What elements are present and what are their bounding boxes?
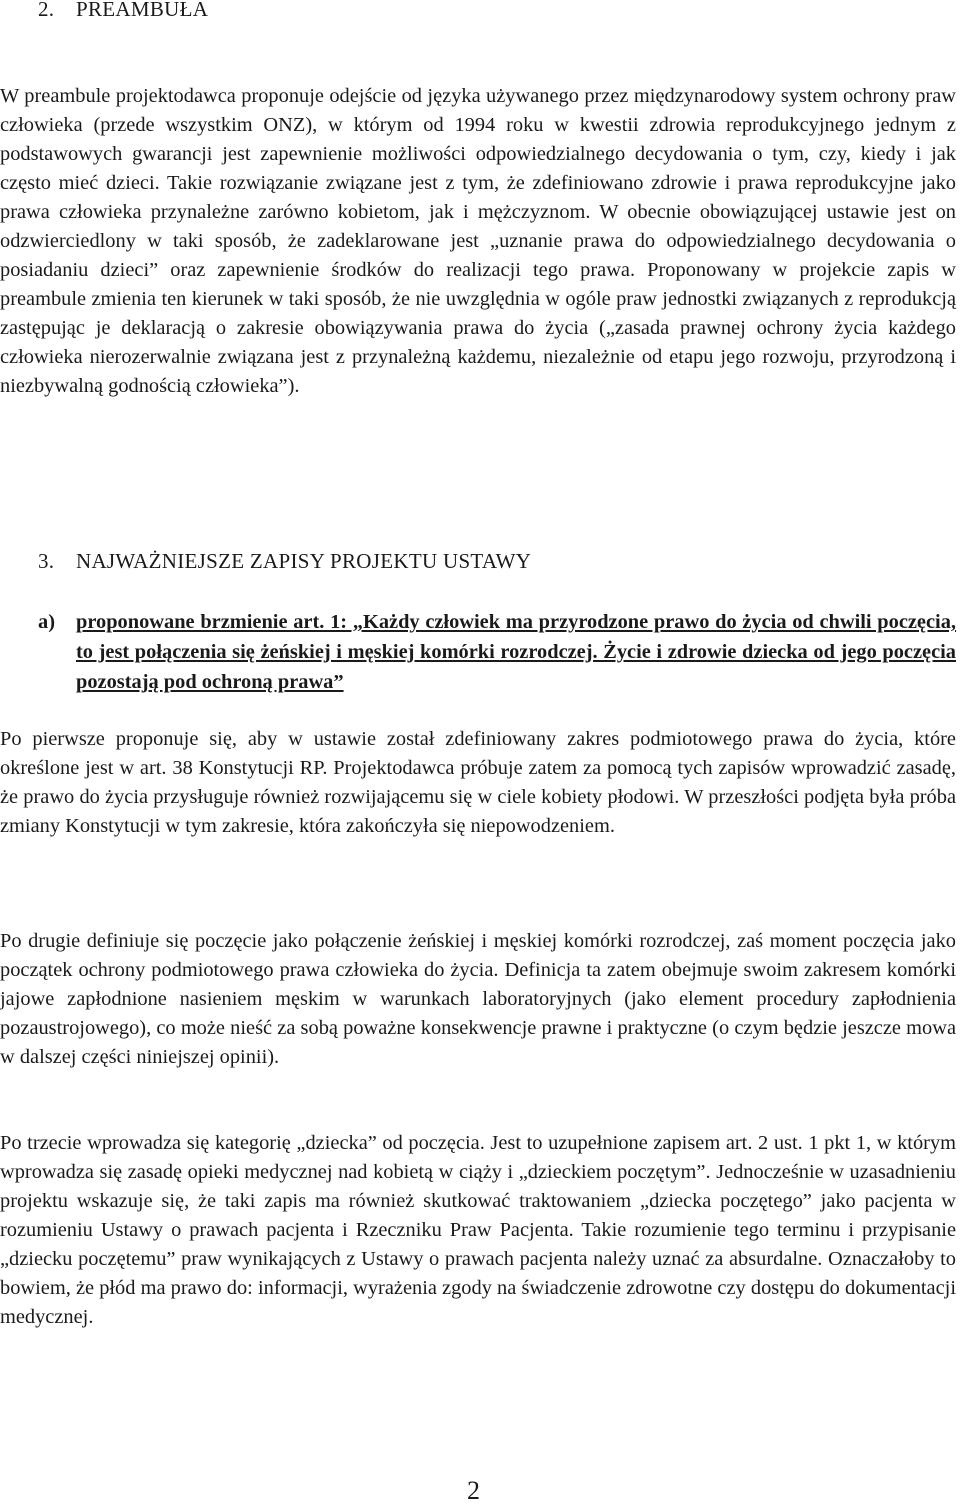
body-paragraph-second: Po drugie definiuje się poczęcie jako połączenie żeńskiej i męskiej komórki rozrodczej, zaś moment poczęcia jako początek ochrony podmiotowego prawa człowieka do życia. Definicja ta zatem obejmuje swoim zakresem komórki jajowe zapłodnione nasieniem męskim w warunkach laboratoryjnych (jako element procedury zapłodnienia pozaustrojowego), co może nieść za sobą poważne konsekwencje prawne i praktyczne (o czym będzie jeszcze mowa w dalszej części niniejszej opinii). bbox=[0, 930, 956, 1068]
proposed-article-text: proponowane brzmienie art. 1: „Każdy człowiek ma przyrodzone prawo do życia od chwili poczęcia, to jest połączenia się żeńskiej i męskiej komórki rozrodczej. Życie i zdrowie dziecka od jego poczęcia pozostają pod ochroną prawa” bbox=[76, 611, 956, 693]
body-paragraph-third: Po trzecie wprowadza się kategorię „dziecka” od poczęcia. Jest to uzupełnione zapisem art. 2 ust. 1 pkt 1, w którym wprowadza się zasadę opieki medycznej nad kobietą w ciąży i „dzieckiem poczętym”. Jednocześnie w uzasadnieniu projektu wskazuje się, że taki zapis ma również skutkować traktowaniem „dziecka poczętego” jako pacjenta w rozumieniu Ustawy o prawach pacjenta i Rzeczniku Praw Pacjenta. Takie rozumienie tego terminu i przypisanie „dziecku poczętemu” praw wynikających z Ustawy o prawach pacjenta należy uznać za absurdalne. Oznaczałoby to bowiem, że płód ma prawo do: informacji, wyrażenia zgody na świadczenie zdrowotne czy dostępu do dokumentacji medycznej. bbox=[0, 1132, 956, 1328]
page-number: 2 bbox=[467, 1476, 480, 1505]
section-title: NAJWAŻNIEJSZE ZAPISY PROJEKTU USTAWY bbox=[76, 549, 532, 573]
section-title: PREAMBUŁA bbox=[76, 0, 209, 21]
section-number: 2. bbox=[38, 0, 55, 21]
section-number: 3. bbox=[38, 549, 55, 573]
preambula-paragraph: W preambule projektodawca proponuje odejście od języka używanego przez międzynarodowy system ochrony praw człowieka (przede wszystkim ONZ), w którym od 1994 roku w kwestii zdrowia reprodukcyjnego jednym z podstawowych gwarancji jest zapewnienie możliwości odpowiedzialnego decydowania o tym, czy, kiedy i jak często mieć dzieci. Takie rozwiązanie związane jest z tym, że zdefiniowano zdrowie i prawa reprodukcyjne jako prawa człowieka przynależne zarówno kobietom, jak i mężczyznom. W obecnie obowiązującej ustawie jest on odzwierciedlony w taki sposób, że zadeklarowane jest „uznanie prawa do odpowiedzialnego decydowania o posiadaniu dzieci” oraz zapewnienie środków do realizacji tego prawa. Proponowany w projekcie zapis w preambule zmienia ten kierunek w taki sposób, że nie uwzględnia w ogóle praw jednostki związanych z reprodukcją zastępując je deklaracją o zakresie obowiązywania prawa do życia („zasada prawnej ochrony życia każdego człowieka nierozerwalnie związana jest z przynależną każdemu, niezależnie od etapu jego rozwoju, przyrodzoną i niezbywalną godnością człowieka”). bbox=[0, 85, 956, 397]
body-paragraph-first: Po pierwsze proponuje się, aby w ustawie został zdefiniowany zakres podmiotowego prawa do życia, które określone jest w art. 38 Konstytucji RP. Projektodawca próbuje zatem za pomocą tych zapisów wprowadzić zasadę, że prawo do życia przysługuje również rozwijającemu się w ciele kobiety płodowi. W przeszłości podjęta była próba zmiany Konstytucji w tym zakresie, która zakończyła się niepowodzeniem. bbox=[0, 728, 956, 837]
section-heading-najwazniejsze-zapisy bbox=[38, 549, 531, 574]
list-item-label: a) bbox=[38, 611, 55, 633]
section-heading-preambula bbox=[38, 0, 208, 22]
